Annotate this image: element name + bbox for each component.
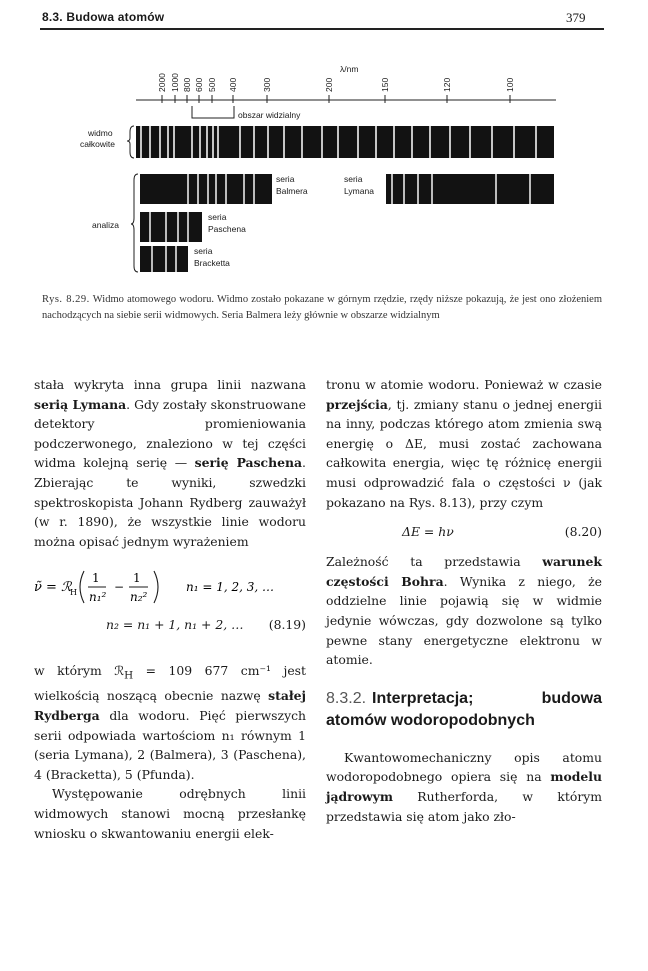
term-rydberg-constant: stałej Rydberga — [34, 688, 306, 723]
fraction-2-numerator: 1 — [133, 571, 141, 586]
brackett-label-2: Bracketta — [194, 258, 230, 268]
right-paren — [154, 571, 158, 603]
fraction-1-denominator: n₁² — [89, 590, 107, 605]
left-paren — [80, 571, 84, 603]
text-run: . Zbierając te wyniki, szwedzki spektroskopista Johann Rydberg zauważył (w r. 1890), że wszystkie linie wodoru można opisać jednym wyrażeniem — [34, 455, 306, 549]
term-nuclear-model: modelu jądrowym — [326, 769, 602, 804]
tick-label-150: 150 — [380, 77, 390, 92]
text-run: w którym ℛ — [34, 663, 125, 679]
balmer-label-1: seria — [276, 174, 295, 184]
right-paragraph-1 — [326, 375, 602, 512]
analysis-brace — [131, 174, 138, 272]
right-paragraph-3 — [326, 748, 602, 826]
condition-n2: n₂ = n₁ + 1, n₁ + 2, … — [106, 617, 244, 633]
text-run: , tj. zmiany stanu o jednej energii na inny, podczas którego atom zmienia swą energię o ΔE, musi zostać zachowana całkowita energia, więc tę różnicę energii musi odprowadzić fala o częstości ν (jak pokazano na Rys. 8.13), przy czym — [326, 396, 602, 510]
equation-8-20 — [326, 518, 602, 546]
tick-label-200: 200 — [324, 77, 334, 92]
equation-8-19 — [34, 561, 306, 653]
left-column — [34, 375, 306, 843]
tick-label-300: 300 — [262, 77, 272, 92]
lyman-label-1: seria — [344, 174, 363, 184]
spectrum-figure — [40, 40, 606, 290]
running-header-section: 8.3. Budowa atomów — [42, 10, 165, 24]
lyman-label-2: Lymana — [344, 186, 374, 196]
tick-label-800: 800 — [182, 77, 192, 92]
tick-label-2000: 2000 — [157, 73, 167, 92]
equation-number-8-19: (8.19) — [268, 617, 306, 633]
rydberg-lhs-subscript: H — [70, 588, 77, 598]
lyman-series-band — [386, 174, 554, 204]
paschen-series-band — [140, 212, 202, 242]
paschen-label-1: seria — [208, 212, 227, 222]
right-column — [326, 375, 602, 826]
text-run: stała wykryta inna grupa linii nazwana — [34, 377, 306, 392]
text-run: = 109 677 cm⁻¹ jest wielkością noszącą obecnie nazwę — [34, 663, 306, 704]
scale-axis — [136, 95, 556, 103]
tick-label-100: 100 — [505, 77, 515, 92]
visible-region-label: obszar widzialny — [238, 110, 301, 120]
tick-label-1000: 1000 — [170, 73, 180, 92]
analysis-label: analiza — [92, 220, 119, 230]
header-rule — [40, 28, 604, 30]
term-paschen-series: serię Paschena — [194, 455, 303, 471]
wavelength-unit-label: λ/nm — [340, 64, 359, 74]
equation-number-8-20: (8.20) — [564, 524, 602, 540]
section-number: 8.3.2. — [326, 689, 367, 707]
tick-label-120: 120 — [442, 77, 452, 92]
equation-second-line — [34, 613, 306, 637]
text-run: tronu w atomie wodoru. Ponieważ w czasie — [326, 377, 602, 392]
visible-region-bracket — [192, 106, 234, 118]
page-number: 379 — [566, 10, 586, 25]
scale-tick-labels — [157, 73, 515, 92]
full-spectrum-brace — [127, 126, 134, 158]
text-run: . Wynika z niego, że oddzielne linie pojawią się w widmie jedynie wówczas, gdy dozwolone są tylko pewne stany energetyczne elektronu w atomie. — [326, 573, 602, 668]
text-run: dla wodoru. Pięć pierwszych serii odpowiada wartościom n₁ równym 1 (seria Lymana), 2 (Balmera), 3 (Paschena), 4 (Bracketta), 5 (Pfunda). — [34, 708, 306, 782]
figure-caption — [42, 292, 602, 324]
full-spectrum-label-1: widmo — [88, 128, 113, 138]
tick-label-400: 400 — [228, 77, 238, 92]
left-paragraph-2 — [34, 661, 306, 784]
figure-number: Rys. 8.29. — [42, 294, 90, 305]
term-transition: przejścia — [326, 396, 388, 412]
rydberg-formula — [34, 567, 306, 607]
balmer-series-band — [140, 174, 272, 204]
term-lyman-series: serią Lymana — [34, 396, 127, 412]
full-spectrum-band — [136, 126, 554, 158]
paschen-label-2: Paschena — [208, 224, 246, 234]
brackett-series-band — [140, 246, 188, 272]
figure-caption-text: Widmo atomowego wodoru. Widmo zostało pokazane w górnym rzędzie, rzędy niższe pokazują, że jest ono złożeniem nachodzących na siebie serii widmowych. Seria Balmera leży głównie w obszarze widzialnym — [42, 294, 603, 321]
text-run: . Gdy zostały skonstruowane detektory promieniowania podczerwonego, znaleziono w tej części widma kolejną serię — — [34, 396, 306, 471]
bohr-frequency-formula: ΔE = hν — [402, 524, 454, 540]
fraction-1-numerator: 1 — [92, 571, 100, 586]
text-run: Rutherforda, w którym przedstawia się atom jako zło- — [326, 788, 602, 824]
balmer-label-2: Balmera — [276, 186, 308, 196]
minus-sign: − — [114, 580, 125, 595]
spectrum-diagram — [40, 40, 606, 290]
tick-label-600: 600 — [194, 77, 204, 92]
fraction-2-denominator: n₂² — [130, 590, 148, 605]
section-title: Interpretacja; budowa atomów wodoropodobnych — [326, 689, 602, 729]
right-paragraph-2 — [326, 552, 602, 670]
brackett-label-1: seria — [194, 246, 213, 256]
full-spectrum-label-2: całkowite — [80, 139, 115, 149]
text-run: Kwantowomechaniczny opis atomu wodoropodobnego opiera się na — [326, 749, 602, 785]
rydberg-lhs: ν̃ = ℛ — [34, 580, 72, 596]
term-bohr-frequency-condition: warunek częstości Bohra — [326, 554, 602, 589]
section-heading-8-3-2 — [326, 688, 602, 732]
condition-n1: n₁ = 1, 2, 3, … — [186, 580, 275, 595]
subscript: H — [124, 669, 134, 682]
left-paragraph-1 — [34, 375, 306, 551]
left-paragraph-3: Występowanie odrębnych linii widmowych stanowi mocną przesłankę wniosku o skwantowaniu energii elek- — [34, 786, 306, 841]
text-run: Zależność ta przedstawia — [326, 554, 543, 570]
tick-label-500: 500 — [207, 77, 217, 92]
